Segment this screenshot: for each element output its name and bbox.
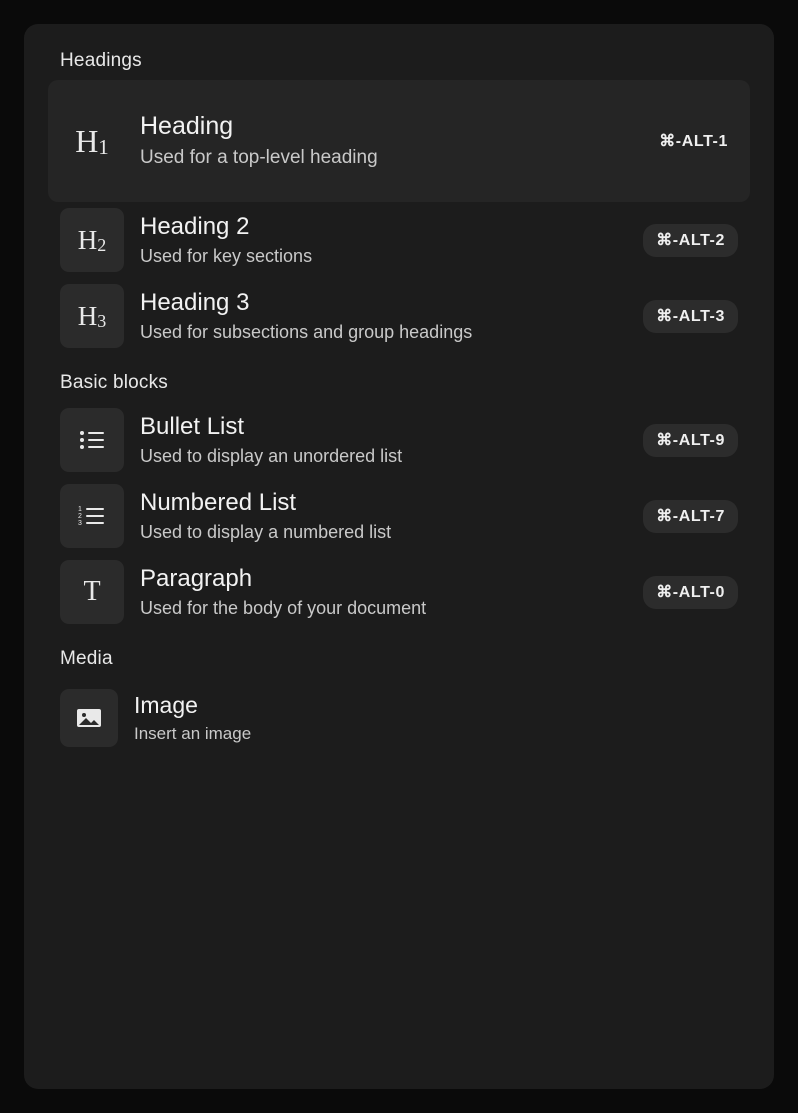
svg-text:2: 2 — [78, 513, 82, 520]
menu-item-subtitle: Insert an image — [134, 723, 252, 743]
menu-item-title: Image — [134, 691, 198, 718]
menu-item-bullet-list[interactable] — [48, 402, 750, 478]
svg-text:3: 3 — [78, 520, 82, 527]
heading-3-icon: $H_3$ — [60, 284, 124, 348]
menu-item-subtitle: Used to display a numbered list — [140, 521, 392, 542]
svg-text:1: 1 — [78, 506, 82, 513]
menu-item-subtitle: Used for the body of your document — [140, 597, 427, 618]
menu-item-heading-2[interactable] — [48, 202, 750, 278]
heading-1-icon: $H_1$ — [75, 123, 109, 159]
group-label-basic-blocks: Basic blocks — [60, 372, 168, 393]
menu-item-subtitle: Used for a top-level heading — [140, 146, 378, 168]
menu-item-title: Bullet List — [140, 412, 245, 440]
menu-item-text — [140, 112, 646, 169]
menu-item-shortcut: ⌘-ALT-3 — [643, 300, 738, 333]
menu-item-shortcut: ⌘-ALT-7 — [643, 500, 738, 533]
paragraph-icon: T — [60, 560, 124, 624]
menu-item-numbered-list[interactable] — [48, 478, 750, 554]
slash-command-menu — [24, 24, 774, 1089]
menu-item-subtitle: Used for key sections — [140, 245, 313, 266]
menu-item-subtitle: Used to display an unordered list — [140, 445, 403, 466]
menu-item-heading-3[interactable] — [48, 278, 750, 354]
bullet-list-icon — [60, 408, 124, 472]
group-label-media: Media — [60, 648, 113, 669]
menu-item-text — [134, 692, 738, 744]
menu-item-text — [140, 289, 643, 344]
menu-item-text — [140, 489, 643, 544]
menu-item-text — [140, 413, 643, 468]
menu-item-title: Heading 2 — [140, 212, 250, 240]
heading-2-icon: $H_2$ — [60, 208, 124, 272]
group-label-headings: Headings — [60, 50, 142, 71]
menu-item-text — [140, 565, 643, 620]
menu-item-heading-1[interactable] — [48, 80, 750, 202]
menu-item-paragraph[interactable] — [48, 554, 750, 630]
numbered-list-icon — [60, 484, 124, 548]
menu-item-subtitle: Used for subsections and group headings — [140, 321, 473, 342]
menu-item-image[interactable] — [48, 678, 750, 758]
menu-item-shortcut: ⌘-ALT-9 — [643, 424, 738, 457]
menu-item-text — [140, 213, 643, 268]
menu-item-title: Paragraph — [140, 564, 253, 592]
menu-item-title: Numbered List — [140, 488, 297, 516]
menu-item-shortcut: ⌘-ALT-1 — [659, 132, 728, 150]
menu-item-shortcut: ⌘-ALT-2 — [643, 224, 738, 257]
menu-item-shortcut: ⌘-ALT-0 — [643, 576, 738, 609]
menu-item-title: Heading 3 — [140, 288, 250, 316]
image-icon — [60, 689, 118, 747]
menu-item-title: Heading — [140, 112, 234, 141]
